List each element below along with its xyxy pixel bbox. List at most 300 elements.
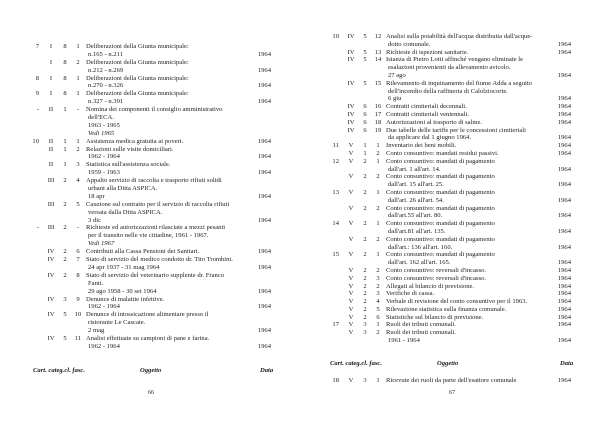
category-number: II — [48, 137, 54, 145]
entry-description — [86, 75, 253, 91]
category-number: III — [47, 200, 55, 208]
fascicle-number: 2 — [76, 145, 80, 153]
column-header-subject: Oggetto — [140, 367, 162, 374]
entry-description — [86, 90, 253, 106]
class-number: 5 — [363, 79, 367, 87]
entry-date: 1964 — [557, 71, 571, 79]
cart-number: 13 — [332, 188, 339, 196]
entry-description — [386, 205, 553, 221]
cart-number — [330, 267, 339, 275]
entry-date: 1964 — [557, 165, 571, 173]
category-number: IV — [47, 256, 55, 264]
entry-description-line: 6 giu — [388, 95, 402, 103]
fascicle-number: 2 — [76, 58, 80, 66]
entry-description-line: Verifiche di cassa. — [386, 290, 435, 298]
cart-number — [330, 236, 339, 244]
entry-description-line: 29 ago 1958 - 30 set 1964 — [88, 287, 157, 295]
cart-number: 17 — [332, 321, 339, 329]
fascicle-number: 1 — [76, 74, 80, 82]
entry-description-line: Verbale di revisione del conto consuntivo per il 1963. — [386, 298, 528, 306]
class-number: 2 — [363, 157, 367, 165]
cart-number — [30, 296, 39, 304]
fascicle-number: 9 — [76, 295, 80, 303]
page-number: 66 — [148, 390, 154, 396]
inventory-entry — [30, 90, 271, 106]
entry-date: 1964 — [557, 282, 571, 290]
cart-number — [330, 306, 339, 314]
entry-description — [86, 256, 253, 272]
inventory-entry — [30, 106, 271, 138]
entry-description-line: da applicare dal 1 giugno 1964. — [388, 134, 472, 142]
fascicle-number: 1 — [376, 157, 380, 165]
category-number: IV — [347, 110, 355, 118]
entry-description-line: Ricevute dei ruoli da parte dell'esattore comunale — [386, 377, 517, 384]
inventory-entry — [330, 80, 571, 103]
entry-description-line: n.270 - n.326 — [88, 82, 124, 90]
class-number: 3 — [363, 377, 367, 384]
entry-description-line: Deliberazioni della Giunta municipale: — [86, 58, 189, 66]
entry-date: 1964 — [557, 337, 571, 345]
entry-description-line: 27 ago — [388, 71, 406, 79]
inventory-entry — [330, 205, 571, 221]
entry-description-line: Denunce di intossicazione alimentare presso il — [86, 311, 209, 319]
entry-date: 1964 — [557, 290, 571, 298]
entry-description — [386, 158, 553, 174]
entry-description-line: 18 apr — [88, 192, 105, 200]
entry-description — [386, 298, 553, 306]
entry-date: 1964 — [557, 313, 571, 321]
fascicle-number: 3 — [376, 274, 380, 282]
fascicle-number: 2 — [376, 235, 380, 243]
class-number: 2 — [63, 271, 67, 279]
entry-description — [86, 43, 253, 59]
class-number: 5 — [363, 56, 367, 64]
fascicle-number: 1 — [376, 142, 380, 150]
column-header-codes: Cart. categ.cl. fasc. — [330, 360, 383, 367]
entry-description — [386, 127, 553, 143]
entry-description-line: Conto consuntivo: mandati di pagamento — [386, 235, 495, 243]
fascicle-number: 15 — [374, 79, 382, 87]
class-number: 2 — [63, 200, 67, 208]
entry-description — [386, 236, 553, 252]
entry-description — [86, 311, 253, 335]
entry-description-line: Assistenza medica gratuita ai poveri. — [86, 137, 184, 145]
inventory-entry — [330, 173, 571, 189]
entry-description — [386, 321, 553, 329]
entry-description — [86, 335, 253, 351]
entry-description — [386, 251, 553, 267]
category-number: V — [348, 282, 354, 290]
entry-description-line: Ruoli dei tributi comunali. — [386, 329, 456, 337]
category-number: V — [348, 377, 354, 384]
class-number: 3 — [63, 295, 67, 303]
category-number: V — [348, 173, 354, 181]
entry-description — [386, 119, 553, 127]
entry-description-line: Stato di servizio del medico condotto dr. Tito Trombini. — [86, 256, 233, 264]
cart-number: 7 — [35, 43, 39, 50]
category-number: II — [48, 145, 54, 153]
entry-description-line: Nomina dei componenti il consiglio amministrativo — [86, 106, 223, 114]
entry-description — [386, 329, 553, 345]
inventory-entry — [330, 158, 571, 174]
class-number: 1 — [63, 145, 67, 153]
entry-date: 1964 — [257, 287, 271, 295]
inventory-entry — [330, 111, 571, 119]
entry-description-line: dotto comunale. — [388, 40, 431, 48]
entry-date: 1964 — [257, 153, 271, 161]
entry-description-line: 2 mag — [88, 327, 105, 335]
category-number: V — [348, 274, 354, 282]
entry-date: 1964 — [257, 342, 271, 350]
entry-description — [386, 314, 553, 322]
cart-number: 14 — [332, 220, 339, 228]
inventory-entry — [30, 161, 271, 177]
category-number: V — [348, 266, 354, 274]
category-number: I — [49, 58, 53, 66]
fascicle-number: 1 — [376, 251, 380, 259]
entry-date: 1964 — [257, 137, 271, 145]
entry-description-line: Appalto servizio di raccolta e trasporto rifiuti solidi — [86, 177, 222, 185]
inventory-entry — [30, 43, 271, 59]
fascicle-number: 1 — [76, 90, 80, 98]
inventory-entry — [330, 298, 571, 306]
inventory-entry — [30, 248, 271, 256]
entry-date: 1964 — [557, 259, 571, 267]
entry-description-line: Contratti cimiteriali ventennali. — [386, 110, 469, 118]
class-number: 6 — [363, 110, 367, 118]
entry-description-line: Rilevazione statistica sulla finanza comunale. — [386, 305, 507, 313]
fascicle-number: 11 — [74, 334, 82, 342]
inventory-entry — [330, 103, 571, 111]
entry-description — [86, 224, 253, 248]
entry-description-line: Conto consuntivo: mandati di pagamento — [386, 157, 495, 165]
entry-date: 1964 — [557, 274, 571, 282]
category-number: V — [348, 298, 354, 306]
entry-description-line: 24 apr 1937 - 31 mag 1964 — [88, 263, 160, 271]
entry-description-line: Conto consuntivo: reversali d'incasso. — [386, 266, 487, 274]
fascicle-number: 2 — [376, 204, 380, 212]
entry-description-line: dell'incendio della raffineria di Calolziocorte. — [388, 87, 508, 95]
entry-description — [386, 142, 553, 150]
entry-description-line: Richieste di ispezioni sanitarie. — [386, 48, 469, 56]
fascicle-number: 6 — [376, 313, 380, 321]
inventory-entry — [330, 251, 571, 267]
entry-description-line: esalazioni provenienti da allevamento avicolo. — [388, 64, 511, 72]
category-number: V — [348, 313, 354, 321]
entry-date: 1964 — [557, 212, 571, 220]
category-number: IV — [347, 118, 355, 126]
fascicle-number: 1 — [376, 188, 380, 196]
inventory-entry — [330, 283, 571, 291]
entry-description — [386, 33, 553, 49]
entry-description — [86, 59, 253, 75]
entry-description — [386, 56, 553, 79]
entry-description-line: n.327 - n.391 — [88, 98, 124, 106]
entry-description-line: per il transito nelle vie cittadine, 1961 - 1967. — [88, 232, 209, 240]
cart-number — [330, 329, 339, 337]
inventory-entry — [30, 138, 271, 146]
class-number: 1 — [63, 161, 67, 169]
class-number: 1 — [363, 149, 367, 157]
class-number: 3 — [363, 329, 367, 337]
entry-date: 1964 — [557, 40, 571, 48]
inventory-table-continued — [330, 377, 571, 385]
entry-description-line: dall'art.55 all'art. 80. — [388, 212, 443, 220]
cart-number — [330, 111, 339, 119]
cart-number — [330, 283, 339, 291]
entry-description — [386, 220, 553, 236]
entry-date: 1964 — [557, 103, 571, 111]
category-number: IV — [347, 48, 355, 56]
class-number: 8 — [63, 74, 67, 82]
class-number: 2 — [363, 274, 367, 282]
entry-date: 1964 — [557, 149, 571, 157]
entry-date: 1964 — [557, 95, 571, 103]
fascicle-number: - — [76, 224, 80, 232]
entry-date: 1964 — [257, 66, 271, 74]
cart-number — [330, 150, 339, 158]
entry-description-line: Denunce di malattie infettive. — [86, 295, 165, 303]
cart-number — [330, 173, 339, 181]
cart-number — [30, 335, 39, 343]
class-number: 2 — [363, 188, 367, 196]
entry-description-line: 1959 - 1963 — [88, 169, 120, 177]
category-number: III — [47, 177, 55, 185]
entry-description-line: Contributi alla Cassa Pensioni dei Sanitari. — [86, 248, 200, 256]
cart-number — [330, 290, 339, 298]
fascicle-number: 16 — [374, 103, 382, 111]
inventory-entry — [30, 311, 271, 335]
entry-date: 1964 — [557, 142, 571, 150]
entry-date: 1964 — [557, 196, 571, 204]
class-number: 2 — [363, 305, 367, 313]
fascicle-number: 2 — [376, 282, 380, 290]
entry-description-line: Cauzione sul contratto per il servizio di raccolta rifiuti — [86, 200, 230, 208]
entry-description-line: Conto consuntivo: mandati di pagamento — [386, 251, 495, 259]
class-number: 6 — [363, 118, 367, 126]
entry-description-line: 1961 - 1964 — [388, 337, 420, 345]
inventory-table — [330, 33, 571, 345]
cart-number: 10 — [32, 137, 39, 145]
class-number: 8 — [63, 90, 67, 98]
see-also-note: Vedi 1965 — [88, 129, 115, 137]
inventory-entry — [330, 290, 571, 298]
column-header-date: Data — [260, 367, 274, 374]
cart-number — [30, 177, 39, 185]
entry-description-line: Conto consuntivo: mandati di pagamento — [386, 173, 495, 181]
entry-description-line: dall'art.81 all'art. 135. — [388, 227, 446, 235]
cart-number — [330, 49, 339, 57]
entry-description — [86, 138, 253, 146]
class-number: 2 — [363, 251, 367, 259]
category-number: V — [348, 235, 354, 243]
fascicle-number: 6 — [76, 248, 80, 256]
entry-description-line: dell'ECA. — [88, 114, 114, 122]
fascicle-number: 4 — [376, 298, 380, 306]
entry-description-line: Conto consuntivo: reversali d'incasso. — [386, 274, 487, 282]
entry-date: 1964 — [257, 192, 271, 200]
inventory-entry — [330, 119, 571, 127]
fascicle-number: 2 — [376, 173, 380, 181]
cart-number: 10 — [332, 33, 339, 40]
category-number: V — [348, 142, 354, 150]
cart-number: - — [36, 224, 39, 232]
entry-description-line: Conto consuntivo: mandati di pagamento — [386, 204, 495, 212]
entry-description-line: Deliberazioni della Giunta municipale: — [86, 43, 189, 50]
cart-number — [330, 127, 339, 135]
cart-number — [330, 56, 339, 64]
inventory-entry — [30, 335, 271, 351]
class-number: 2 — [363, 235, 367, 243]
inventory-entry — [330, 275, 571, 283]
inventory-entry — [330, 377, 571, 385]
inventory-entry — [30, 146, 271, 162]
entry-description-line: 1962 - 1964 — [88, 153, 120, 161]
see-also-note: Vedi 1967 — [88, 240, 115, 248]
category-number: V — [348, 149, 354, 157]
inventory-entry — [330, 329, 571, 345]
class-number: 2 — [363, 220, 367, 228]
fascicle-number: 14 — [374, 56, 382, 64]
fascicle-number: 5 — [76, 200, 80, 208]
category-number: V — [348, 157, 354, 165]
entry-description-line: 1962 - 1964 — [88, 303, 120, 311]
inventory-table — [30, 43, 271, 351]
category-number: V — [348, 188, 354, 196]
entry-description-line: dall'art.: 136 all'art. 160. — [388, 243, 453, 251]
inventory-entry — [30, 201, 271, 225]
inventory-entry — [330, 33, 571, 49]
cart-number — [330, 103, 339, 111]
fascicle-number: 7 — [76, 256, 80, 264]
entry-date: 1964 — [257, 50, 271, 58]
column-header-codes: Cart. categ.cl. fasc. — [33, 367, 86, 374]
category-number: V — [348, 329, 354, 337]
class-number: 5 — [63, 334, 67, 342]
inventory-entry — [30, 224, 271, 248]
fascicle-number: 10 — [74, 311, 82, 319]
class-number: 2 — [63, 177, 67, 185]
class-number: 1 — [63, 106, 67, 114]
cart-number: 15 — [332, 251, 339, 259]
class-number: 2 — [363, 282, 367, 290]
category-number: II — [48, 106, 54, 114]
inventory-entry — [30, 177, 271, 201]
fascicle-number: 3 — [76, 161, 80, 169]
fascicle-number: 17 — [374, 110, 382, 118]
cart-number — [330, 80, 339, 88]
class-number: 2 — [363, 298, 367, 306]
fascicle-number: 8 — [76, 271, 80, 279]
category-number: IV — [347, 56, 355, 64]
entry-description — [386, 150, 553, 158]
fascicle-number: 3 — [376, 290, 380, 298]
entry-description-line: Conto consuntivo: mandati di pagamento — [386, 220, 495, 228]
entry-description-line: Allegati al bilancio di previsione. — [386, 282, 475, 290]
entry-date: 1964 — [557, 266, 571, 274]
cart-number: 11 — [332, 142, 339, 150]
cart-number — [30, 59, 39, 67]
entry-description-line: Conto consuntivo: mandati residui passivi. — [386, 149, 499, 157]
entry-description-line: Autorizzazioni al trasporto di salme. — [386, 118, 483, 126]
category-number: IV — [47, 295, 55, 303]
entry-description-line: Contratti cimiteriali decennali. — [386, 103, 467, 111]
entry-description — [386, 189, 553, 205]
class-number: 5 — [63, 311, 67, 319]
entry-description-line: n.212 - n.269 — [88, 66, 124, 74]
entry-date: 1964 — [557, 321, 571, 329]
inventory-entry — [30, 256, 271, 272]
cart-number: - — [36, 106, 39, 114]
fascicle-number: 2 — [376, 149, 380, 157]
category-number: V — [348, 204, 354, 212]
fascicle-number: 13 — [374, 48, 382, 56]
entry-date: 1964 — [257, 263, 271, 271]
category-number: IV — [347, 79, 355, 87]
class-number: 1 — [363, 142, 367, 150]
page-right — [300, 0, 600, 424]
entry-description-line: Deliberazioni della Giunta municipale: — [86, 74, 189, 82]
entry-description-line: Conto consuntivo: mandati di pagamento — [386, 188, 495, 196]
entry-description — [86, 248, 253, 256]
inventory-entry — [330, 220, 571, 236]
entry-description-line: Rilevamento di inquinamento del fiume Adda a seguito — [386, 79, 532, 87]
category-number: IV — [47, 334, 55, 342]
inventory-entry — [330, 236, 571, 252]
cart-number: 18 — [332, 377, 339, 384]
cart-number — [30, 248, 39, 256]
category-number: V — [348, 251, 354, 259]
entry-date: 1964 — [557, 48, 571, 56]
entry-description-line: Fanti. — [88, 279, 104, 287]
fascicle-number: 12 — [374, 33, 382, 40]
category-number: V — [348, 290, 354, 298]
cart-number: 8 — [35, 74, 39, 82]
fascicle-number: 2 — [376, 329, 380, 337]
fascicle-number: 1 — [376, 377, 380, 384]
cart-number — [330, 314, 339, 322]
class-number: 2 — [363, 173, 367, 181]
cart-number — [30, 256, 39, 264]
entry-date: 1964 — [257, 98, 271, 106]
entry-date: 1964 — [557, 377, 571, 384]
class-number: 3 — [363, 321, 367, 329]
entry-description — [386, 267, 553, 275]
entry-description-line: Due tabelle delle tariffe per le concessioni cimiteriali — [386, 126, 526, 134]
inventory-entry — [30, 272, 271, 296]
entry-description — [386, 306, 553, 314]
class-number: 5 — [363, 48, 367, 56]
entry-description — [386, 49, 553, 57]
entry-date: 1964 — [557, 118, 571, 126]
class-number: 2 — [63, 224, 67, 232]
entry-description-line: Analisi effettuate su campioni di pane e farina. — [86, 334, 210, 342]
class-number: 2 — [363, 290, 367, 298]
fascicle-number: 1 — [376, 321, 380, 329]
class-number: 8 — [63, 43, 67, 50]
inventory-entry — [30, 296, 271, 312]
category-number: II — [48, 161, 54, 169]
cart-number: 9 — [35, 90, 39, 98]
entry-date: 1964 — [557, 134, 571, 142]
category-number: IV — [347, 126, 355, 134]
category-number: I — [49, 90, 53, 98]
entry-description-line: Statistiche sul bilancio di previsione. — [386, 313, 484, 321]
entry-description — [86, 146, 253, 162]
entry-description — [86, 177, 253, 201]
entry-description — [86, 161, 253, 177]
inventory-entry — [330, 127, 571, 143]
